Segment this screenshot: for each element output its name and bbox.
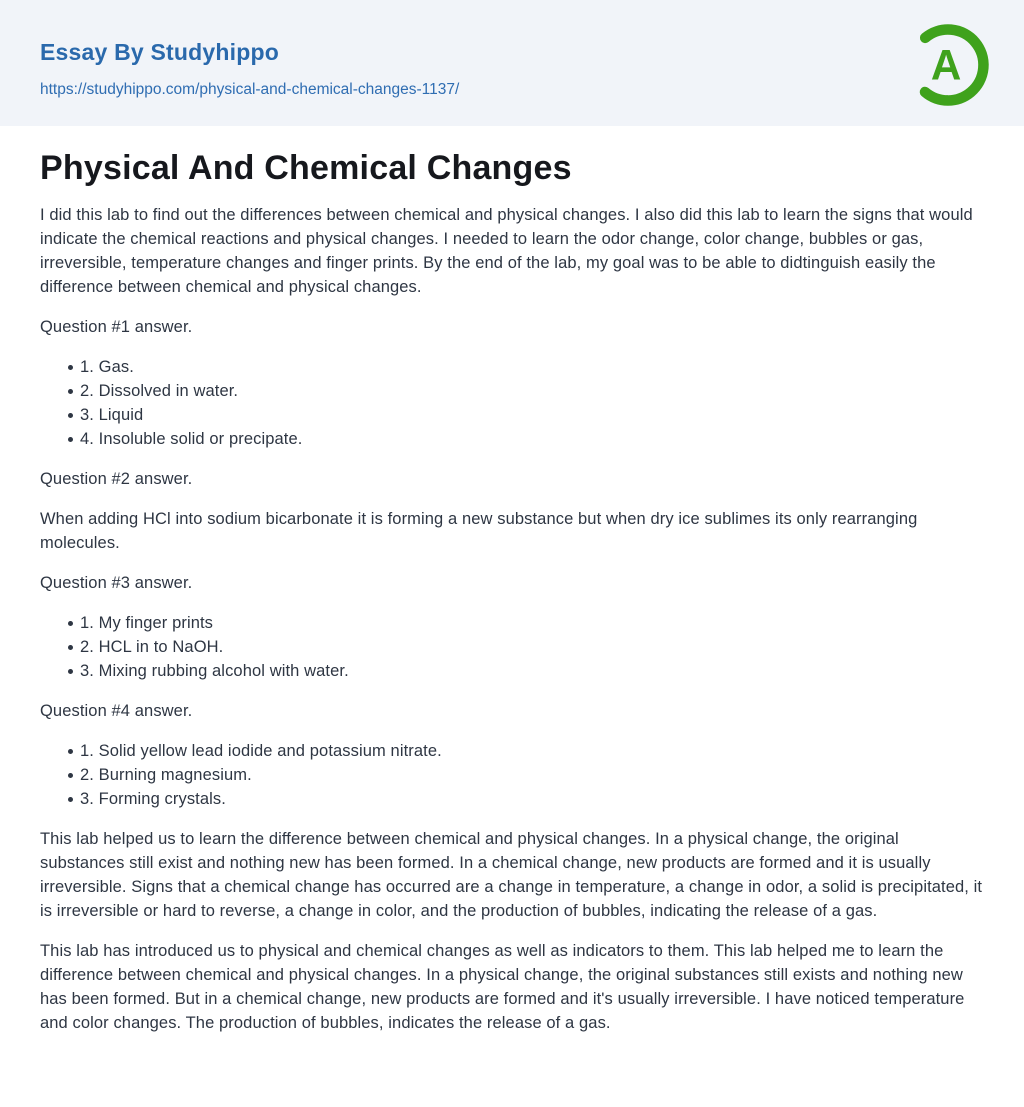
question-4-label: Question #4 answer. [40, 701, 193, 720]
essay-content [0, 126, 1024, 1035]
logo-ring-icon [902, 19, 994, 111]
list-item: 1. Gas. [80, 355, 984, 379]
conclusion-paragraph-1: This lab helped us to learn the difference between chemical and physical changes. In a physical change, the original substances still exist and nothing new has been formed. In a chemical change, new products are formed and it is usually irreversible. Signs that a chemical change has occurred are a change in temperature, a change in odor, a solid is precipitated, it is irreversible or hard to reverse, a change in color, and the production of bubbles, indicating the release of a gas. [40, 829, 983, 920]
header-text [40, 39, 459, 99]
list-item: 3. Liquid [80, 403, 984, 427]
studyhippo-logo [902, 17, 994, 113]
list-item: 2. HCL in to NaOH. [80, 635, 984, 659]
question-2-label: Question #2 answer. [40, 469, 193, 488]
logo-letter: A [930, 41, 962, 89]
source-url-link[interactable]: https://studyhippo.com/physical-and-chemical-changes-1137/ [40, 80, 460, 98]
page-title: Physical And Chemical Changes [40, 149, 572, 187]
list-item: 2. Dissolved in water. [80, 379, 984, 403]
intro-paragraph: I did this lab to find out the differences between chemical and physical changes. I also did this lab to learn the signs that would indicate the chemical reactions and physical changes. I needed to learn the odor change, color change, bubbles or gas, irreversible, temperature changes and finger prints. By the end of the lab, my goal was to be able to didtinguish easily the difference between chemical and physical changes. [40, 205, 973, 296]
question-3-label: Question #3 answer. [40, 573, 193, 592]
list-item: 2. Burning magnesium. [80, 763, 984, 787]
list-item: 3. Mixing rubbing alcohol with water. [80, 659, 984, 683]
conclusion-paragraph-2: This lab has introduced us to physical and chemical changes as well as indicators to them. This lab helped me to learn the difference between chemical and physical changes. In a physical change, the original substances still exists and nothing new has been formed. But in a chemical change, new products are formed and it's usually irreversible. I have noticed temperature and color changes. The production of bubbles, indicates the release of a gas. [40, 941, 965, 1032]
question-3-list [40, 611, 984, 683]
list-item: 3. Forming crystals. [80, 787, 984, 811]
question-4-list [40, 739, 984, 811]
question-1-list [40, 355, 984, 451]
site-header [0, 0, 1024, 126]
question-2-answer: When adding HCl into sodium bicarbonate it is forming a new substance but when dry ice sublimes its only rearranging molecules. [40, 509, 918, 552]
list-item: 4. Insoluble solid or precipate. [80, 427, 984, 451]
list-item: 1. Solid yellow lead iodide and potassium nitrate. [80, 739, 984, 763]
question-1-label: Question #1 answer. [40, 317, 193, 336]
brand-title: Essay By Studyhippo [40, 38, 279, 65]
list-item: 1. My finger prints [80, 611, 984, 635]
